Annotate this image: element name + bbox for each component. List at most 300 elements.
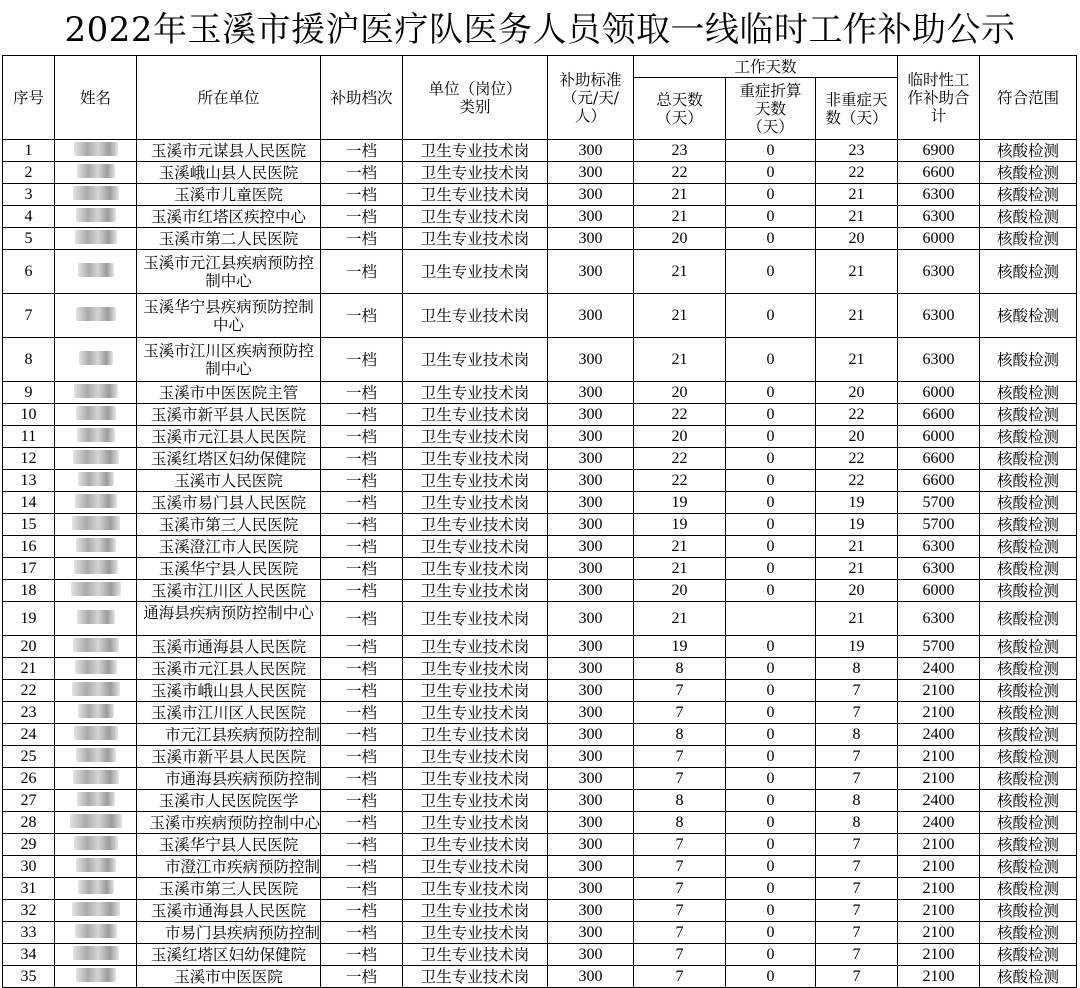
cell-scope: 核酸检测 [980, 834, 1077, 856]
cell-subsidy: 2100 [898, 768, 980, 790]
cell-unit: 玉溪澄江市人民医院 [137, 536, 321, 558]
cell-scope: 核酸检测 [980, 184, 1077, 206]
cell-category: 卫生专业技术岗 [403, 944, 548, 966]
cell-unit: 市通海县疾病预防控制 [137, 768, 321, 790]
cell-category: 卫生专业技术岗 [403, 680, 548, 702]
cell-category: 卫生专业技术岗 [403, 636, 548, 658]
cell-severe: 0 [726, 856, 816, 878]
cell-subsidy: 6300 [898, 338, 980, 382]
cell-standard: 300 [548, 294, 634, 338]
cell-subsidy: 2100 [898, 922, 980, 944]
cell-non-severe: 8 [816, 812, 898, 834]
redacted-name-mask [71, 582, 121, 596]
name-cell-redacted [55, 470, 137, 492]
cell-subsidy: 2100 [898, 680, 980, 702]
redacted-name-mask [73, 638, 119, 652]
name-cell-redacted [55, 922, 137, 944]
cell-grade: 一档 [321, 580, 403, 602]
cell-severe: 0 [726, 746, 816, 768]
cell-grade: 一档 [321, 658, 403, 680]
cell-standard: 300 [548, 768, 634, 790]
header-standard: 补助标准（元/天/人） [548, 56, 634, 140]
table-row [3, 636, 1077, 658]
table-row [3, 658, 1077, 680]
cell-subsidy: 6300 [898, 184, 980, 206]
cell-non-severe: 7 [816, 944, 898, 966]
cell-subsidy: 2400 [898, 658, 980, 680]
cell-seq: 27 [3, 790, 55, 812]
table-row [3, 514, 1077, 536]
cell-unit: 玉溪市第三人民医院 [137, 514, 321, 536]
cell-total: 22 [634, 470, 726, 492]
cell-grade: 一档 [321, 140, 403, 162]
cell-severe: 0 [726, 702, 816, 724]
redacted-name-mask [72, 902, 120, 916]
redacted-name-mask [74, 726, 118, 740]
cell-severe: 0 [726, 184, 816, 206]
cell-severe: 0 [726, 228, 816, 250]
name-cell-redacted [55, 514, 137, 536]
cell-non-severe: 22 [816, 162, 898, 184]
header-category: 单位（岗位）类别 [403, 56, 548, 140]
cell-seq: 31 [3, 878, 55, 900]
redacted-name-mask [74, 836, 118, 850]
cell-standard: 300 [548, 250, 634, 294]
cell-severe: 0 [726, 140, 816, 162]
cell-scope: 核酸检测 [980, 140, 1077, 162]
cell-grade: 一档 [321, 250, 403, 294]
name-cell-redacted [55, 658, 137, 680]
cell-non-severe: 21 [816, 184, 898, 206]
cell-unit: 玉溪市元谋县人民医院 [137, 140, 321, 162]
cell-grade: 一档 [321, 702, 403, 724]
cell-unit: 玉溪市新平县人民医院 [137, 746, 321, 768]
cell-grade: 一档 [321, 558, 403, 580]
cell-non-severe: 20 [816, 580, 898, 602]
cell-unit: 市易门县疾病预防控制 [137, 922, 321, 944]
cell-unit: 玉溪市中医医院 [137, 966, 321, 988]
cell-unit: 市元江县疾病预防控制 [137, 724, 321, 746]
cell-grade: 一档 [321, 966, 403, 988]
cell-category: 卫生专业技术岗 [403, 514, 548, 536]
cell-seq: 5 [3, 228, 55, 250]
cell-seq: 28 [3, 812, 55, 834]
cell-subsidy: 6600 [898, 470, 980, 492]
name-cell-redacted [55, 536, 137, 558]
cell-standard: 300 [548, 746, 634, 768]
cell-scope: 核酸检测 [980, 250, 1077, 294]
cell-grade: 一档 [321, 602, 403, 636]
table-row [3, 922, 1077, 944]
cell-category: 卫生专业技术岗 [403, 768, 548, 790]
table-row [3, 536, 1077, 558]
redacted-name-mask [74, 384, 118, 398]
cell-category: 卫生专业技术岗 [403, 658, 548, 680]
cell-subsidy: 5700 [898, 636, 980, 658]
cell-severe: 0 [726, 338, 816, 382]
redacted-name-mask [76, 538, 116, 552]
table-row [3, 250, 1077, 294]
cell-seq: 32 [3, 900, 55, 922]
cell-grade: 一档 [321, 724, 403, 746]
cell-total: 23 [634, 140, 726, 162]
cell-standard: 300 [548, 162, 634, 184]
cell-standard: 300 [548, 470, 634, 492]
cell-category: 卫生专业技术岗 [403, 448, 548, 470]
cell-category: 卫生专业技术岗 [403, 404, 548, 426]
cell-non-severe: 22 [816, 404, 898, 426]
cell-scope: 核酸检测 [980, 790, 1077, 812]
cell-standard: 300 [548, 228, 634, 250]
cell-scope: 核酸检测 [980, 514, 1077, 536]
cell-non-severe: 8 [816, 658, 898, 680]
redacted-name-mask [73, 770, 119, 784]
cell-scope: 核酸检测 [980, 702, 1077, 724]
table-row [3, 228, 1077, 250]
redacted-name-mask [76, 406, 116, 420]
cell-total: 7 [634, 834, 726, 856]
name-cell-redacted [55, 382, 137, 404]
cell-subsidy: 6000 [898, 228, 980, 250]
cell-grade: 一档 [321, 878, 403, 900]
cell-total: 20 [634, 426, 726, 448]
cell-grade: 一档 [321, 680, 403, 702]
cell-unit: 玉溪市儿童医院 [137, 184, 321, 206]
cell-subsidy: 6000 [898, 426, 980, 448]
cell-subsidy: 6300 [898, 206, 980, 228]
cell-total: 21 [634, 536, 726, 558]
redacted-name-mask [76, 748, 116, 762]
name-cell-redacted [55, 966, 137, 988]
cell-seq: 29 [3, 834, 55, 856]
cell-scope: 核酸检测 [980, 900, 1077, 922]
name-cell-redacted [55, 768, 137, 790]
cell-category: 卫生专业技术岗 [403, 206, 548, 228]
cell-non-severe: 22 [816, 470, 898, 492]
cell-grade: 一档 [321, 922, 403, 944]
cell-unit: 玉溪市峨山县人民医院 [137, 680, 321, 702]
cell-subsidy: 2100 [898, 944, 980, 966]
cell-non-severe: 21 [816, 338, 898, 382]
cell-category: 卫生专业技术岗 [403, 790, 548, 812]
name-cell-redacted [55, 834, 137, 856]
cell-category: 卫生专业技术岗 [403, 426, 548, 448]
cell-scope: 核酸检测 [980, 658, 1077, 680]
cell-seq: 16 [3, 536, 55, 558]
cell-total: 7 [634, 878, 726, 900]
table-row [3, 294, 1077, 338]
header-total-days: 总天数（天） [634, 78, 726, 140]
table-row [3, 470, 1077, 492]
cell-standard: 300 [548, 944, 634, 966]
cell-total: 7 [634, 856, 726, 878]
table-row [3, 404, 1077, 426]
cell-unit: 玉溪市江川区人民医院 [137, 702, 321, 724]
cell-non-severe: 20 [816, 228, 898, 250]
cell-standard: 300 [548, 514, 634, 536]
cell-scope: 核酸检测 [980, 536, 1077, 558]
cell-severe: 0 [726, 812, 816, 834]
cell-non-severe: 21 [816, 294, 898, 338]
table-row [3, 558, 1077, 580]
cell-grade: 一档 [321, 514, 403, 536]
cell-category: 卫生专业技术岗 [403, 184, 548, 206]
cell-severe: 0 [726, 492, 816, 514]
cell-subsidy: 2100 [898, 746, 980, 768]
cell-unit: 市澄江市疾病预防控制 [137, 856, 321, 878]
cell-seq: 15 [3, 514, 55, 536]
redacted-name-mask [75, 494, 117, 508]
cell-subsidy: 6900 [898, 140, 980, 162]
cell-total: 7 [634, 680, 726, 702]
cell-grade: 一档 [321, 448, 403, 470]
cell-seq: 17 [3, 558, 55, 580]
name-cell-redacted [55, 856, 137, 878]
cell-severe: 0 [726, 448, 816, 470]
cell-category: 卫生专业技术岗 [403, 602, 548, 636]
cell-total: 21 [634, 294, 726, 338]
cell-seq: 33 [3, 922, 55, 944]
cell-subsidy: 2400 [898, 724, 980, 746]
cell-grade: 一档 [321, 426, 403, 448]
redacted-name-mask [77, 164, 115, 178]
cell-total: 21 [634, 338, 726, 382]
cell-category: 卫生专业技术岗 [403, 382, 548, 404]
table-row [3, 206, 1077, 228]
table-row [3, 746, 1077, 768]
header-unit: 所在单位 [137, 56, 321, 140]
cell-standard: 300 [548, 558, 634, 580]
cell-scope: 核酸检测 [980, 448, 1077, 470]
cell-standard: 300 [548, 536, 634, 558]
cell-total: 21 [634, 602, 726, 636]
table-row [3, 966, 1077, 988]
table-row [3, 162, 1077, 184]
header-seq: 序号 [3, 56, 55, 140]
name-cell-redacted [55, 636, 137, 658]
cell-total: 7 [634, 944, 726, 966]
cell-severe: 0 [726, 580, 816, 602]
cell-standard: 300 [548, 636, 634, 658]
cell-category: 卫生专业技术岗 [403, 702, 548, 724]
cell-category: 卫生专业技术岗 [403, 558, 548, 580]
cell-seq: 18 [3, 580, 55, 602]
header-workdays: 工作天数 [634, 56, 898, 78]
cell-non-severe: 23 [816, 140, 898, 162]
cell-non-severe: 7 [816, 878, 898, 900]
cell-scope: 核酸检测 [980, 856, 1077, 878]
name-cell-redacted [55, 294, 137, 338]
cell-severe: 0 [726, 878, 816, 900]
table-row [3, 602, 1077, 636]
name-cell-redacted [55, 900, 137, 922]
cell-standard: 300 [548, 580, 634, 602]
cell-seq: 7 [3, 294, 55, 338]
table-body [3, 140, 1077, 988]
name-cell-redacted [55, 702, 137, 724]
cell-standard: 300 [548, 834, 634, 856]
cell-standard: 300 [548, 140, 634, 162]
cell-subsidy: 2100 [898, 900, 980, 922]
cell-category: 卫生专业技术岗 [403, 878, 548, 900]
table-row [3, 812, 1077, 834]
cell-scope: 核酸检测 [980, 636, 1077, 658]
cell-seq: 26 [3, 768, 55, 790]
cell-standard: 300 [548, 426, 634, 448]
cell-category: 卫生专业技术岗 [403, 746, 548, 768]
cell-severe: 0 [726, 514, 816, 536]
name-cell-redacted [55, 404, 137, 426]
cell-seq: 23 [3, 702, 55, 724]
cell-unit: 玉溪市人民医院 [137, 470, 321, 492]
cell-scope: 核酸检测 [980, 966, 1077, 988]
cell-grade: 一档 [321, 470, 403, 492]
name-cell-redacted [55, 206, 137, 228]
table-row [3, 580, 1077, 602]
name-cell-redacted [55, 878, 137, 900]
cell-seq: 24 [3, 724, 55, 746]
redacted-name-mask [73, 946, 119, 960]
table-row [3, 492, 1077, 514]
header-name: 姓名 [55, 56, 137, 140]
cell-scope: 核酸检测 [980, 206, 1077, 228]
cell-standard: 300 [548, 966, 634, 988]
cell-scope: 核酸检测 [980, 404, 1077, 426]
cell-severe: 0 [726, 250, 816, 294]
cell-seq: 9 [3, 382, 55, 404]
name-cell-redacted [55, 812, 137, 834]
cell-severe: 0 [726, 162, 816, 184]
cell-non-severe: 7 [816, 900, 898, 922]
redacted-name-mask [77, 792, 115, 806]
cell-seq: 8 [3, 338, 55, 382]
cell-severe: 0 [726, 834, 816, 856]
cell-total: 19 [634, 514, 726, 536]
cell-total: 7 [634, 746, 726, 768]
cell-total: 7 [634, 966, 726, 988]
cell-category: 卫生专业技术岗 [403, 922, 548, 944]
cell-seq: 25 [3, 746, 55, 768]
cell-total: 21 [634, 250, 726, 294]
cell-severe: 0 [726, 900, 816, 922]
name-cell-redacted [55, 558, 137, 580]
header-severe-days: 重症折算天数（天） [726, 78, 816, 140]
cell-grade: 一档 [321, 900, 403, 922]
redacted-name-mask [76, 307, 116, 321]
cell-subsidy: 2100 [898, 834, 980, 856]
cell-unit: 玉溪市新平县人民医院 [137, 404, 321, 426]
name-cell-redacted [55, 448, 137, 470]
subsidy-table [2, 55, 1077, 988]
cell-unit: 玉溪市江川区人民医院 [137, 580, 321, 602]
cell-standard: 300 [548, 900, 634, 922]
cell-category: 卫生专业技术岗 [403, 724, 548, 746]
cell-severe: 0 [726, 382, 816, 404]
header-grade: 补助档次 [321, 56, 403, 140]
cell-scope: 核酸检测 [980, 294, 1077, 338]
cell-severe: 0 [726, 470, 816, 492]
redacted-name-mask [76, 208, 116, 222]
cell-unit: 玉溪市通海县人民医院 [137, 900, 321, 922]
cell-subsidy: 6600 [898, 162, 980, 184]
cell-grade: 一档 [321, 944, 403, 966]
table-row [3, 768, 1077, 790]
cell-total: 8 [634, 812, 726, 834]
cell-seq: 34 [3, 944, 55, 966]
table-row [3, 856, 1077, 878]
cell-total: 8 [634, 790, 726, 812]
cell-standard: 300 [548, 790, 634, 812]
cell-severe: 0 [726, 636, 816, 658]
page-title: 2022年玉溪市援沪医疗队医务人员领取一线临时工作补助公示 [64, 10, 1016, 50]
cell-total: 7 [634, 768, 726, 790]
cell-unit: 玉溪华宁县人民医院 [137, 834, 321, 856]
cell-standard: 300 [548, 492, 634, 514]
redacted-name-mask [78, 704, 114, 718]
cell-standard: 300 [548, 680, 634, 702]
cell-total: 8 [634, 724, 726, 746]
cell-standard: 300 [548, 724, 634, 746]
cell-subsidy: 2100 [898, 966, 980, 988]
cell-severe: 0 [726, 768, 816, 790]
cell-seq: 22 [3, 680, 55, 702]
cell-non-severe: 7 [816, 922, 898, 944]
name-cell-redacted [55, 580, 137, 602]
cell-scope: 核酸检测 [980, 338, 1077, 382]
cell-non-severe: 7 [816, 834, 898, 856]
cell-seq: 12 [3, 448, 55, 470]
cell-category: 卫生专业技术岗 [403, 834, 548, 856]
name-cell-redacted [55, 338, 137, 382]
redacted-name-mask [73, 186, 119, 200]
cell-total: 19 [634, 492, 726, 514]
cell-total: 22 [634, 162, 726, 184]
cell-non-severe: 19 [816, 514, 898, 536]
redacted-name-mask [77, 428, 115, 442]
cell-category: 卫生专业技术岗 [403, 492, 548, 514]
cell-non-severe: 7 [816, 856, 898, 878]
cell-subsidy: 6000 [898, 382, 980, 404]
cell-scope: 核酸检测 [980, 162, 1077, 184]
cell-scope: 核酸检测 [980, 878, 1077, 900]
cell-standard: 300 [548, 658, 634, 680]
cell-seq: 6 [3, 250, 55, 294]
cell-standard: 300 [548, 878, 634, 900]
cell-subsidy: 2100 [898, 856, 980, 878]
cell-scope: 核酸检测 [980, 812, 1077, 834]
redacted-name-mask [78, 880, 114, 894]
cell-scope: 核酸检测 [980, 922, 1077, 944]
cell-seq: 14 [3, 492, 55, 514]
cell-category: 卫生专业技术岗 [403, 140, 548, 162]
cell-grade: 一档 [321, 536, 403, 558]
cell-severe: 0 [726, 536, 816, 558]
cell-severe: 0 [726, 922, 816, 944]
cell-unit: 玉溪市第二人民医院 [137, 228, 321, 250]
cell-scope: 核酸检测 [980, 382, 1077, 404]
redacted-name-mask [70, 814, 122, 828]
cell-severe: 0 [726, 966, 816, 988]
cell-subsidy: 2400 [898, 812, 980, 834]
cell-seq: 10 [3, 404, 55, 426]
cell-standard: 300 [548, 184, 634, 206]
cell-subsidy: 2100 [898, 878, 980, 900]
table-row [3, 426, 1077, 448]
table-row [3, 944, 1077, 966]
name-cell-redacted [55, 724, 137, 746]
table-row [3, 338, 1077, 382]
cell-subsidy: 6300 [898, 294, 980, 338]
